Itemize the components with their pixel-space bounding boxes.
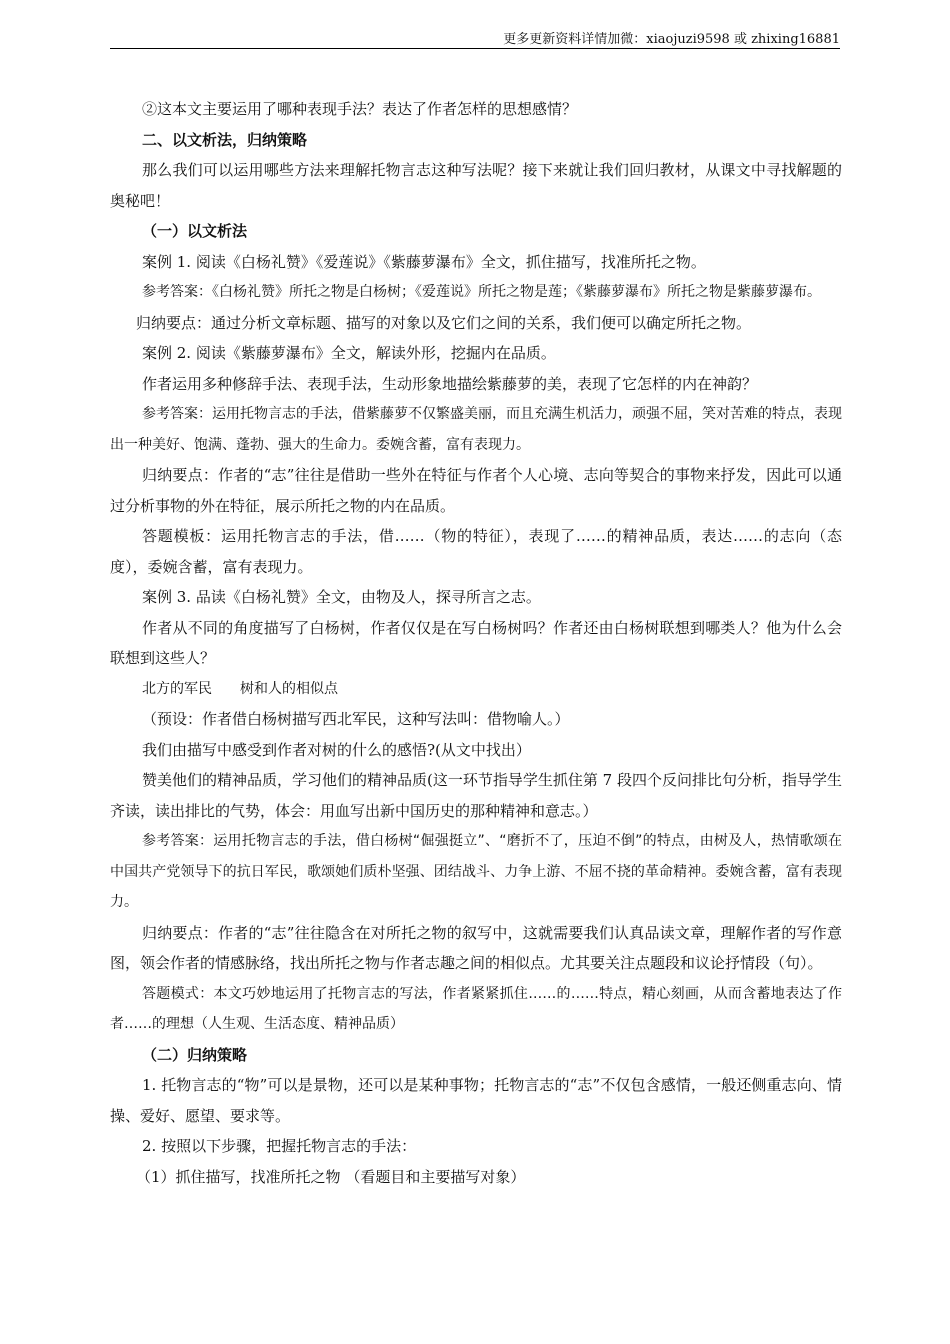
answer-2: 参考答案：运用托物言志的手法，借紫藤萝不仅繁盛美丽，而且充满生机活力，顽强不屈，笑对苦难的特点，表现出一种美好、饱满、蓬勃、强大的生命力。委婉含蓄，富有表现力。: [110, 406, 842, 453]
strategy-2: 2. 按照以下步骤，把握托物言志的手法：: [142, 1137, 417, 1155]
note-similarity: 树和人的相似点: [240, 680, 338, 697]
note-military-civilians: 北方的军民: [142, 680, 212, 697]
answer-3: 参考答案：运用托物言志的手法，借白杨树“倔强挺立”、“磨折不了，压迫不倒”的特点，由树及人，热情歌颂在中国共产党领导下的抗日军民，歌颂她们质朴坚强、团结战斗、力争上游、不屈不挠的革命精神。委婉含蓄，富有表现力。: [110, 833, 842, 910]
case-1: 案例 1. 阅读《白杨礼赞》《爱莲说》《紫藤萝瀑布》全文，抓住描写，找准所托之物。: [142, 252, 706, 271]
header-text: 更多更新资料详情加微：xiaojuzi9598 或 zhixing16881: [503, 32, 840, 47]
preset-note: （预设：作者借白杨树描写西北军民，这种写法叫：借物喻人。）: [142, 710, 570, 728]
section-2-heading: 二、以文析法，归纳策略: [142, 130, 308, 149]
case-3-question: 作者从不同的角度描写了白杨树，作者仅仅是在写白杨树吗？作者还由白杨树联想到哪类人？他为什么会联想到这些人？: [110, 618, 842, 667]
subsection-2-heading: （二）归纳策略: [142, 1045, 248, 1064]
document-body: [110, 94, 842, 1192]
case-2-question: 作者运用多种修辞手法、表现手法，生动形象地描绘紫藤萝的美，表现了它怎样的内在神韵？: [142, 374, 758, 393]
feeling-question: 我们由描写中感受到作者对树的什么的感悟?(从文中找出）: [142, 740, 531, 759]
summary-3: 归纳要点：作者的“志”往往隐含在对所托之物的叙写中，这就需要我们认真品读文章，理解作者的写作意图，领会作者的情感脉络，找出所托之物与作者志趣之间的相似点。尤其要关注点题段和议论抒情段（句）。: [110, 923, 842, 972]
answer-1: 参考答案：《白杨礼赞》所托之物是白杨树；《爱莲说》所托之物是莲；《紫藤萝瀑布》所托之物是紫藤萝瀑布。: [142, 284, 821, 300]
board-notes: [110, 674, 842, 705]
case-2: 案例 2. 阅读《紫藤萝瀑布》全文，解读外形，挖掘内在品质。: [142, 344, 556, 362]
step-1: （1）抓住描写，找准所托之物 （看题目和主要描写对象）: [136, 1167, 526, 1186]
case-3: 案例 3. 品读《白杨礼赞》全文，由物及人，探寻所言之志。: [142, 588, 541, 606]
page-header: [110, 26, 840, 49]
subsection-1-heading: （一）以文析法: [142, 222, 248, 240]
intro-paragraph: 那么我们可以运用哪些方法来理解托物言志这种写法呢？接下来就让我们回归教材，从课文中寻找解题的奥秘吧！: [110, 161, 842, 210]
answer-template-1: 答题模板：运用托物言志的手法，借……（物的特征），表现了……的精神品质，表达……的志向（态度），委婉含蓄，富有表现力。: [110, 527, 842, 576]
question-2: ②这本文主要运用了哪种表现手法？表达了作者怎样的思想感情？: [142, 100, 578, 118]
praise-paragraph: 赞美他们的精神品质，学习他们的精神品质(这一环节指导学生抓住第 7 段四个反问排比句分析，指导学生齐读，读出排比的气势，体会：用血写出新中国历史的那种精神和意志。）: [110, 771, 842, 820]
summary-1: 归纳要点：通过分析文章标题、描写的对象以及它们之间的关系，我们便可以确定所托之物。: [136, 313, 752, 332]
strategy-1: 1. 托物言志的“物”可以是景物，还可以是某种事物；托物言志的“志”不仅包含感情，一般还侧重志向、情操、爱好、愿望、要求等。: [110, 1076, 842, 1125]
summary-2: 归纳要点：作者的“志”往往是借助一些外在特征与作者个人心境、志向等契合的事物来抒发，因此可以通过分析事物的外在特征，展示所托之物的内在品质。: [110, 466, 842, 515]
answer-template-2: 答题模式：本文巧妙地运用了托物言志的写法，作者紧紧抓住……的……特点，精心刻画，从而含蓄地表达了作者……的理想（人生观、生活态度、精神品质）: [110, 985, 842, 1032]
